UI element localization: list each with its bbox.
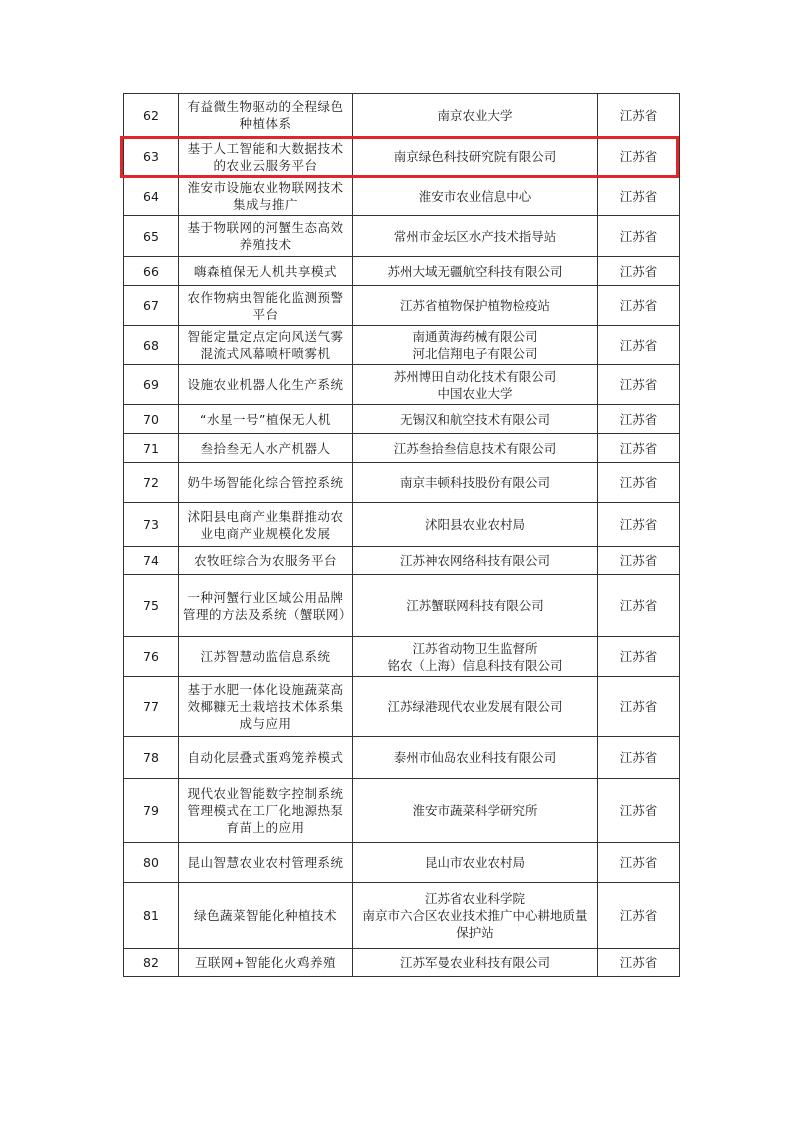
province: 江苏省 <box>598 94 680 137</box>
row-number: 74 <box>124 547 179 575</box>
project-name: 基于人工智能和大数据技术的农业云服务平台 <box>179 137 353 177</box>
organization-name: 苏州博田自动化技术有限公司 <box>393 368 557 384</box>
row-number: 78 <box>124 737 179 779</box>
project-name: 设施农业机器人化生产系统 <box>179 365 353 405</box>
organization-name: 泰州市仙岛农业科技有限公司 <box>393 750 557 765</box>
organization-name: 江苏省动物卫生监督所 <box>412 640 538 656</box>
organization-name: 南京市六合区农业技术推广中心耕地质量保护站 <box>362 908 588 940</box>
row-number: 65 <box>124 216 179 257</box>
project-name: 基于物联网的河蟹生态高效养殖技术 <box>179 216 353 257</box>
table-row <box>124 779 680 843</box>
table-row <box>124 883 680 949</box>
organization-name: 淮安市蔬菜科学研究所 <box>412 803 538 818</box>
table-row <box>124 677 680 737</box>
province: 江苏省 <box>598 434 680 463</box>
table-row <box>124 949 680 977</box>
organization-name: 无锡汉和航空技术有限公司 <box>399 411 550 427</box>
province: 江苏省 <box>598 779 680 843</box>
organization-cell <box>353 257 598 286</box>
organization-cell <box>353 843 598 883</box>
row-number: 63 <box>124 137 179 177</box>
project-name: 嗨森植保无人机共享模式 <box>179 257 353 286</box>
table-row <box>124 94 680 137</box>
table-row <box>124 737 680 779</box>
project-name: 淮安市设施农业物联网技术集成与推广 <box>179 177 353 216</box>
row-number: 79 <box>124 779 179 843</box>
row-number: 64 <box>124 177 179 216</box>
organization-name: 江苏绿港现代农业发展有限公司 <box>387 699 563 714</box>
table-row <box>124 434 680 463</box>
organization-name: 南京丰顿科技股份有限公司 <box>399 475 550 490</box>
project-name: 基于水肥一体化设施蔬菜高效椰糠无土栽培技术体系集成与应用 <box>179 677 353 737</box>
organization-name: 江苏蟹联网科技有限公司 <box>406 598 544 613</box>
province: 江苏省 <box>598 883 680 949</box>
organization-cell <box>353 365 598 405</box>
province: 江苏省 <box>598 677 680 737</box>
row-number: 76 <box>124 637 179 677</box>
organization-cell <box>353 286 598 326</box>
organization-cell <box>353 949 598 977</box>
province: 江苏省 <box>598 637 680 677</box>
organization-name: 河北信翔电子有限公司 <box>412 346 538 361</box>
organization-cell <box>353 503 598 547</box>
project-name: 昆山智慧农业农村管理系统 <box>179 843 353 883</box>
table-row <box>124 547 680 575</box>
organization-cell <box>353 677 598 737</box>
project-name: 叁拾叁无人水产机器人 <box>179 434 353 463</box>
row-number: 72 <box>124 463 179 503</box>
province: 江苏省 <box>598 737 680 779</box>
organization-name: 沭阳县农业农村局 <box>424 517 525 532</box>
organization-name: 中国农业大学 <box>437 385 513 401</box>
organization-name: 江苏叁拾叁信息技术有限公司 <box>393 440 557 456</box>
organization-name: 南京农业大学 <box>437 107 513 123</box>
project-name: 一种河蟹行业区域公用品牌管理的方法及系统（蟹联网） <box>179 575 353 637</box>
organization-cell <box>353 216 598 257</box>
province: 江苏省 <box>598 137 680 177</box>
row-number: 70 <box>124 405 179 434</box>
organization-cell <box>353 434 598 463</box>
organization-name: 江苏省农业科学院 <box>424 891 525 906</box>
organization-name: 昆山市农业农村局 <box>424 855 525 870</box>
project-name: 有益微生物驱动的全程绿色种植体系 <box>179 94 353 137</box>
table-row <box>124 637 680 677</box>
table-row <box>124 137 680 177</box>
province: 江苏省 <box>598 326 680 365</box>
organization-cell <box>353 883 598 949</box>
row-number: 67 <box>124 286 179 326</box>
province: 江苏省 <box>598 405 680 434</box>
row-number: 68 <box>124 326 179 365</box>
row-number: 80 <box>124 843 179 883</box>
project-name: 沭阳县电商产业集群推动农业电商产业规模化发展 <box>179 503 353 547</box>
project-name: 农牧旺综合为农服务平台 <box>179 547 353 575</box>
row-number: 82 <box>124 949 179 977</box>
table-row <box>124 365 680 405</box>
row-number: 81 <box>124 883 179 949</box>
organization-cell <box>353 94 598 137</box>
row-number: 62 <box>124 94 179 137</box>
organization-name: 淮安市农业信息中心 <box>418 188 532 204</box>
organization-cell <box>353 547 598 575</box>
project-name: 江苏智慧动监信息系统 <box>179 637 353 677</box>
province: 江苏省 <box>598 177 680 216</box>
organization-name: 南通黄海药械有限公司 <box>412 329 538 344</box>
table-row <box>124 405 680 434</box>
row-number: 71 <box>124 434 179 463</box>
row-number: 75 <box>124 575 179 637</box>
project-name: 奶牛场智能化综合管控系统 <box>179 463 353 503</box>
row-number: 69 <box>124 365 179 405</box>
organization-cell <box>353 405 598 434</box>
province: 江苏省 <box>598 575 680 637</box>
organization-name: 常州市金坛区水产技术指导站 <box>393 228 557 244</box>
table-row <box>124 286 680 326</box>
table-row <box>124 177 680 216</box>
province: 江苏省 <box>598 365 680 405</box>
table-row <box>124 575 680 637</box>
organization-cell <box>353 637 598 677</box>
province: 江苏省 <box>598 503 680 547</box>
organization-name: 苏州大域无疆航空科技有限公司 <box>387 263 563 279</box>
table-row <box>124 216 680 257</box>
table-body <box>124 94 680 977</box>
project-name: 现代农业智能数字控制系统管理模式在工厂化地源热泵育苗上的应用 <box>179 779 353 843</box>
province: 江苏省 <box>598 286 680 326</box>
project-name: 农作物病虫智能化监测预警平台 <box>179 286 353 326</box>
project-name: 自动化层叠式蛋鸡笼养模式 <box>179 737 353 779</box>
row-number: 66 <box>124 257 179 286</box>
table-row <box>124 257 680 286</box>
organization-cell <box>353 326 598 365</box>
organization-cell <box>353 779 598 843</box>
organization-cell <box>353 737 598 779</box>
province: 江苏省 <box>598 949 680 977</box>
row-number: 73 <box>124 503 179 547</box>
table-row <box>124 463 680 503</box>
organization-name: 江苏神农网络科技有限公司 <box>399 553 550 568</box>
organization-cell <box>353 137 598 177</box>
project-name: 绿色蔬菜智能化种植技术 <box>179 883 353 949</box>
project-table <box>123 93 680 977</box>
province: 江苏省 <box>598 463 680 503</box>
organization-name: 南京绿色科技研究院有限公司 <box>393 149 557 164</box>
project-name: 互联网+智能化火鸡养殖 <box>179 949 353 977</box>
project-name: “水星一号”植保无人机 <box>179 405 353 434</box>
province: 江苏省 <box>598 216 680 257</box>
province: 江苏省 <box>598 547 680 575</box>
organization-name: 江苏军曼农业科技有限公司 <box>399 955 550 970</box>
organization-cell <box>353 463 598 503</box>
project-name: 智能定量定点定向风送气雾混流式风幕喷杆喷雾机 <box>179 326 353 365</box>
row-number: 77 <box>124 677 179 737</box>
table-row <box>124 503 680 547</box>
table-row <box>124 326 680 365</box>
table-row <box>124 843 680 883</box>
province: 江苏省 <box>598 843 680 883</box>
organization-name: 江苏省植物保护植物检疫站 <box>399 298 550 313</box>
organization-cell <box>353 575 598 637</box>
organization-name: 铭农（上海）信息科技有限公司 <box>387 657 563 673</box>
organization-cell <box>353 177 598 216</box>
province: 江苏省 <box>598 257 680 286</box>
